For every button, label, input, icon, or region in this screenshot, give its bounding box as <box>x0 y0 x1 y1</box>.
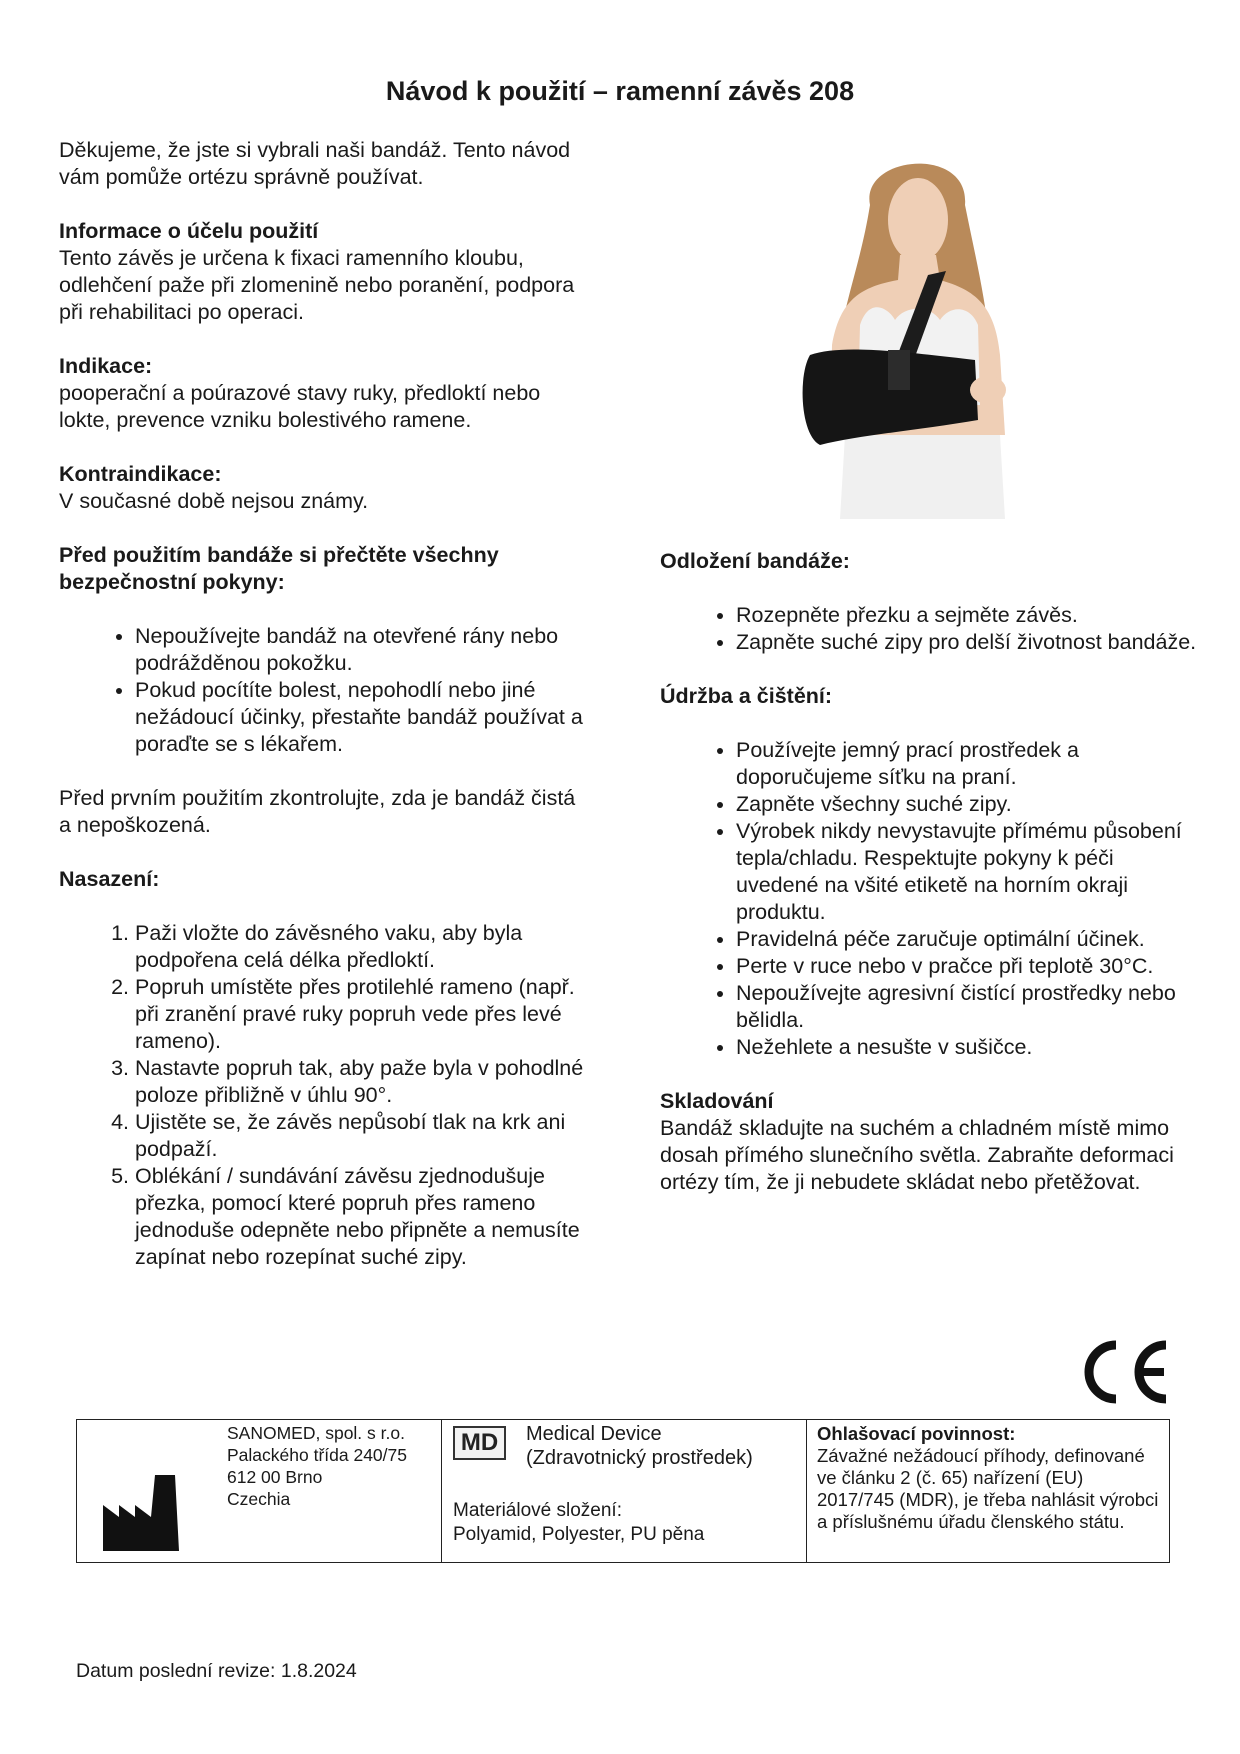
revision-date: Datum poslední revize: 1.8.2024 <box>76 1660 357 1682</box>
indications-heading: Indikace: <box>59 354 153 378</box>
list-item: • Zapněte všechny suché zipy. <box>736 791 1200 818</box>
manufacturer-address <box>227 1422 407 1510</box>
reporting-heading: Ohlašovací povinnost: <box>817 1423 1016 1444</box>
storage-text: Bandáž skladujte na suchém a chladném místě mimo dosah přímého slunečního světla. Zabraňte deformaci ortézy tím, že ji nebudete skládat nebo přetěžovat. <box>660 1116 1174 1194</box>
manufacturer-country: Czechia <box>227 1489 291 1509</box>
manufacturer-city: 612 00 Brno <box>227 1467 323 1487</box>
maintenance-heading: Údržba a čištění: <box>660 684 833 708</box>
purpose-text: Tento závěs je určena k fixaci ramenního kloubu, odlehčení paže při zlomenině nebo poranění, podpora při rehabilitaci po operaci. <box>59 246 575 324</box>
intro-text: Děkujeme, že jste si vybrali naši bandáž. Tento návod vám pomůže ortézu správně používat. <box>59 138 571 189</box>
list-item: • Používejte jemný prací prostředek a doporučujeme síťku na praní. <box>736 737 1200 791</box>
maintenance-list <box>660 737 1200 1061</box>
device-line-1: Medical Device <box>526 1423 662 1445</box>
left-column <box>59 137 589 1298</box>
contraindications-text: V současné době nejsou známy. <box>59 489 369 513</box>
list-item: • Pokud pocítíte bolest, nepohodlí nebo jiné nežádoucí účinky, přestaňte bandáž používat a poraďte se s lékařem. <box>135 677 589 758</box>
manufacturer-factory-icon <box>103 1475 191 1551</box>
list-item: • Zapněte suché zipy pro delší životnost bandáže. <box>736 629 1200 656</box>
list-item: • Výrobek nikdy nevystavujte přímému působení tepla/chladu. Respektujte pokyny k péči uvedené na všité etiketě na horním okraji produktu. <box>736 818 1200 926</box>
list-item: 2. Popruh umístěte přes protilehlé rameno (např. při zranění pravé ruky popruh vede přes levé rameno). <box>135 974 589 1055</box>
list-item: 4. Ujistěte se, že závěs nepůsobí tlak na krk ani podpaží. <box>135 1109 589 1163</box>
device-cell <box>442 1420 807 1562</box>
material-text: Polyamid, Polyester, PU pěna <box>453 1524 705 1545</box>
page-title: Návod k použití – ramenní závěs 208 <box>385 76 855 106</box>
fitting-steps <box>59 920 589 1271</box>
list-item: • Rozepněte přezku a sejměte závěs. <box>736 602 1200 629</box>
list-item: • Perte v ruce nebo v pračce při teplotě 30°C. <box>736 953 1200 980</box>
medical-device-icon: MD <box>453 1426 506 1460</box>
regulatory-table <box>76 1419 1170 1563</box>
list-item: • Nepoužívejte bandáž na otevřené rány nebo podrážděnou pokožku. <box>135 623 589 677</box>
removal-heading: Odložení bandáže: <box>660 549 850 573</box>
list-item: 1. Paži vložte do závěsného vaku, aby byla podpořena celá délka předloktí. <box>135 920 589 974</box>
storage-heading: Skladování <box>660 1089 774 1113</box>
safety-list <box>59 623 589 758</box>
manufacturer-street: Palackého třída 240/75 <box>227 1445 407 1465</box>
contraindications-heading: Kontraindikace: <box>59 462 222 486</box>
material-heading: Materiálové složení: <box>453 1500 622 1521</box>
list-item: 3. Nastavte popruh tak, aby paže byla v pohodlné poloze přibližně v úhlu 90°. <box>135 1055 589 1109</box>
fitting-heading: Nasazení: <box>59 867 160 891</box>
ce-mark-icon <box>1076 1337 1172 1407</box>
indications-text: pooperační a poúrazové stavy ruky, předloktí nebo lokte, prevence vzniku bolestivého ramene. <box>59 381 541 432</box>
list-item: • Nepoužívejte agresivní čistící prostředky nebo bělidla. <box>736 980 1200 1034</box>
device-line-2: (Zdravotnický prostředek) <box>526 1447 753 1469</box>
removal-list <box>660 602 1200 656</box>
product-photo <box>800 145 1028 519</box>
list-item: • Pravidelná péče zaručuje optimální účinek. <box>736 926 1200 953</box>
list-item: • Nežehlete a nesušte v sušičce. <box>736 1034 1200 1061</box>
right-column <box>660 548 1200 1223</box>
material-block <box>453 1499 704 1547</box>
manufacturer-name: SANOMED, spol. s r.o. <box>227 1423 405 1443</box>
list-item: 5. Oblékání / sundávání závěsu zjednodušuje přezka, pomocí které popruh přes rameno jednoduše odepněte nebo připněte a nemusíte zapínat nebo rozepínat suché zipy. <box>135 1163 589 1271</box>
reporting-cell <box>807 1420 1169 1562</box>
device-label <box>526 1422 753 1470</box>
reporting-text: Závažné nežádoucí příhody, definované ve článku 2 (č. 65) nařízení (EU) 2017/745 (MDR), je třeba nahlásit výrobci a příslušnému úřadu členského státu. <box>817 1445 1159 1532</box>
safety-heading: Před použitím bandáže si přečtěte všechny bezpečnostní pokyny: <box>59 543 499 594</box>
manufacturer-cell <box>77 1420 442 1562</box>
purpose-heading: Informace o účelu použití <box>59 219 319 243</box>
check-text: Před prvním použitím zkontrolujte, zda je bandáž čistá a nepoškozená. <box>59 786 576 837</box>
